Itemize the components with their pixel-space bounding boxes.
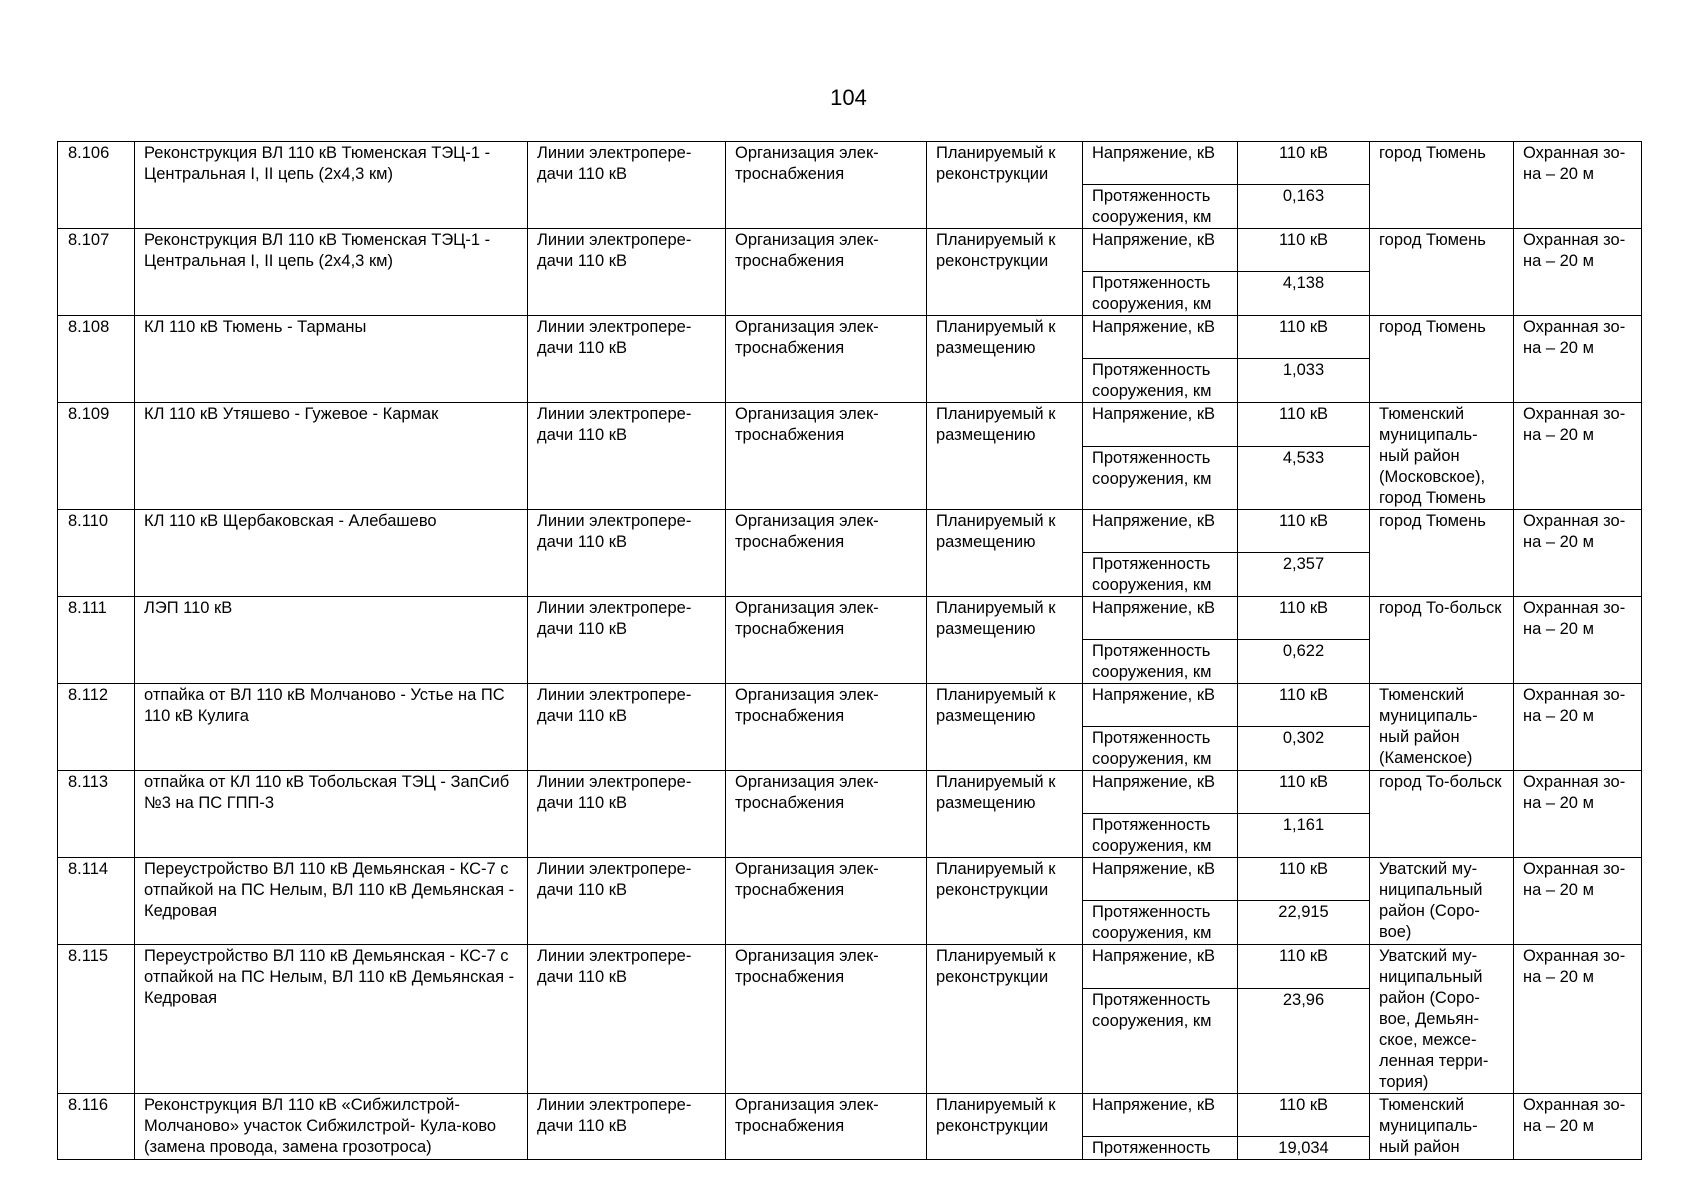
param-length-value: 4,138 [1238,272,1370,316]
register-table [57,141,1642,1160]
param-voltage-value: 110 кВ [1238,771,1370,814]
param-length-value: 23,96 [1238,988,1370,1093]
table-row [58,684,1642,727]
object-status: Планируемый к реконструкции [927,229,1083,316]
object-location: Уватский му-ниципальный район (Соро-вое, Демьян-ское, межсе-ленная терри-тория) [1370,945,1514,1094]
object-name: КЛ 110 кВ Утяшево - Гужевое - Кармак [135,403,528,510]
protection-zone: Охранная зо-на – 20 м [1514,945,1642,1094]
param-voltage-label: Напряжение, кВ [1083,403,1238,447]
row-number: 8.106 [58,142,135,229]
param-voltage-value: 110 кВ [1238,597,1370,640]
object-purpose: Организация элек-троснабжения [726,510,927,597]
object-name: Реконструкция ВЛ 110 кВ Тюменская ТЭЦ-1 - Центральная I, II цепь (2х4,3 км) [135,142,528,229]
object-name: Переустройство ВЛ 110 кВ Демьянская - КС-7 с отпайкой на ПС Нелым, ВЛ 110 кВ Демьянская - Кедровая [135,945,528,1094]
param-voltage-value: 110 кВ [1238,510,1370,553]
object-location: город То-больск [1370,597,1514,684]
object-location: Тюменский муниципаль-ный район (Каменское) [1370,684,1514,771]
object-purpose: Организация элек-троснабжения [726,771,927,858]
protection-zone: Охранная зо-на – 20 м [1514,510,1642,597]
object-status: Планируемый к реконструкции [927,1094,1083,1160]
row-number: 8.110 [58,510,135,597]
param-voltage-label: Напряжение, кВ [1083,510,1238,553]
object-location: город Тюмень [1370,316,1514,403]
table-row [58,403,1642,447]
object-purpose: Организация элек-троснабжения [726,142,927,229]
param-length-value: 2,357 [1238,553,1370,597]
object-purpose: Организация элек-троснабжения [726,858,927,945]
param-length-value: 1,033 [1238,359,1370,403]
object-status: Планируемый к реконструкции [927,858,1083,945]
page-number: 104 [830,85,867,110]
row-number: 8.107 [58,229,135,316]
param-voltage-label: Напряжение, кВ [1083,142,1238,185]
param-voltage-label: Напряжение, кВ [1083,597,1238,640]
object-location: Тюменский муниципаль-ный район (Московское), город Тюмень [1370,403,1514,510]
object-purpose: Организация элек-троснабжения [726,597,927,684]
object-status: Планируемый к реконструкции [927,142,1083,229]
param-voltage-value: 110 кВ [1238,684,1370,727]
protection-zone: Охранная зо-на – 20 м [1514,142,1642,229]
table-row [58,597,1642,640]
table-row [58,945,1642,989]
param-length-label: Протяженность сооружения, км [1083,446,1238,509]
object-type: Линии электропере-дачи 110 кВ [528,229,726,316]
param-length-value: 1,161 [1238,814,1370,858]
object-location: город То-больск [1370,771,1514,858]
object-status: Планируемый к размещению [927,771,1083,858]
param-length-label: Протяженность сооружения, км [1083,814,1238,858]
param-voltage-label: Напряжение, кВ [1083,1094,1238,1137]
object-purpose: Организация элек-троснабжения [726,1094,927,1160]
param-voltage-value: 110 кВ [1238,858,1370,901]
param-length-label: Протяженность [1083,1137,1238,1160]
param-length-label: Протяженность сооружения, км [1083,988,1238,1093]
register-table-body [58,142,1642,1160]
table-row [58,1094,1642,1137]
protection-zone: Охранная зо-на – 20 м [1514,771,1642,858]
object-name: Переустройство ВЛ 110 кВ Демьянская - КС-7 с отпайкой на ПС Нелым, ВЛ 110 кВ Демьянская - Кедровая [135,858,528,945]
param-voltage-value: 110 кВ [1238,403,1370,447]
object-status: Планируемый к размещению [927,403,1083,510]
param-length-label: Протяженность сооружения, км [1083,727,1238,771]
object-type: Линии электропере-дачи 110 кВ [528,1094,726,1160]
object-purpose: Организация элек-троснабжения [726,229,927,316]
object-name: Реконструкция ВЛ 110 кВ Тюменская ТЭЦ-1 - Центральная I, II цепь (2х4,3 км) [135,229,528,316]
param-voltage-label: Напряжение, кВ [1083,684,1238,727]
protection-zone: Охранная зо-на – 20 м [1514,403,1642,510]
object-name: отпайка от КЛ 110 кВ Тобольская ТЭЦ - ЗапСиб №3 на ПС ГПП-3 [135,771,528,858]
row-number: 8.116 [58,1094,135,1160]
param-length-label: Протяженность сооружения, км [1083,640,1238,684]
param-length-label: Протяженность сооружения, км [1083,185,1238,229]
object-type: Линии электропере-дачи 110 кВ [528,142,726,229]
row-number: 8.113 [58,771,135,858]
object-name: Реконструкция ВЛ 110 кВ «Сибжилстрой-Молчаново» участок Сибжилстрой- Кула-ково (замена провода, замена грозотроса) [135,1094,528,1160]
object-location: город Тюмень [1370,142,1514,229]
param-voltage-value: 110 кВ [1238,142,1370,185]
param-voltage-label: Напряжение, кВ [1083,858,1238,901]
object-status: Планируемый к размещению [927,684,1083,771]
param-length-value: 0,622 [1238,640,1370,684]
protection-zone: Охранная зо-на – 20 м [1514,684,1642,771]
object-purpose: Организация элек-троснабжения [726,316,927,403]
protection-zone: Охранная зо-на – 20 м [1514,316,1642,403]
param-length-label: Протяженность сооружения, км [1083,901,1238,945]
param-length-value: 0,302 [1238,727,1370,771]
table-row [58,510,1642,553]
protection-zone: Охранная зо-на – 20 м [1514,597,1642,684]
object-location: город Тюмень [1370,510,1514,597]
object-type: Линии электропере-дачи 110 кВ [528,597,726,684]
param-length-value: 19,034 [1238,1137,1370,1160]
param-length-value: 4,533 [1238,446,1370,509]
table-row [58,316,1642,359]
param-length-label: Протяженность сооружения, км [1083,359,1238,403]
table-row [58,771,1642,814]
object-purpose: Организация элек-троснабжения [726,945,927,1094]
object-purpose: Организация элек-троснабжения [726,684,927,771]
param-length-value: 22,915 [1238,901,1370,945]
object-purpose: Организация элек-троснабжения [726,403,927,510]
object-type: Линии электропере-дачи 110 кВ [528,945,726,1094]
row-number: 8.111 [58,597,135,684]
object-type: Линии электропере-дачи 110 кВ [528,771,726,858]
row-number: 8.112 [58,684,135,771]
protection-zone: Охранная зо-на – 20 м [1514,1094,1642,1160]
object-type: Линии электропере-дачи 110 кВ [528,510,726,597]
object-status: Планируемый к размещению [927,510,1083,597]
table-row [58,858,1642,901]
param-voltage-value: 110 кВ [1238,1094,1370,1137]
object-status: Планируемый к размещению [927,316,1083,403]
table-row [58,229,1642,272]
object-name: КЛ 110 кВ Тюмень - Тарманы [135,316,528,403]
object-name: КЛ 110 кВ Щербаковская - Алебашево [135,510,528,597]
param-voltage-label: Напряжение, кВ [1083,945,1238,989]
protection-zone: Охранная зо-на – 20 м [1514,229,1642,316]
object-name: ЛЭП 110 кВ [135,597,528,684]
table-row [58,142,1642,185]
param-voltage-label: Напряжение, кВ [1083,229,1238,272]
param-length-value: 0,163 [1238,185,1370,229]
object-status: Планируемый к размещению [927,597,1083,684]
row-number: 8.108 [58,316,135,403]
object-status: Планируемый к реконструкции [927,945,1083,1094]
protection-zone: Охранная зо-на – 20 м [1514,858,1642,945]
object-location: Тюменский муниципаль-ный район [1370,1094,1514,1160]
row-number: 8.115 [58,945,135,1094]
row-number: 8.114 [58,858,135,945]
param-voltage-value: 110 кВ [1238,316,1370,359]
param-voltage-value: 110 кВ [1238,229,1370,272]
param-voltage-value: 110 кВ [1238,945,1370,989]
object-location: город Тюмень [1370,229,1514,316]
object-type: Линии электропере-дачи 110 кВ [528,858,726,945]
param-length-label: Протяженность сооружения, км [1083,272,1238,316]
row-number: 8.109 [58,403,135,510]
object-type: Линии электропере-дачи 110 кВ [528,684,726,771]
object-location: Уватский му-ниципальный район (Соро-вое) [1370,858,1514,945]
object-name: отпайка от ВЛ 110 кВ Молчаново - Устье на ПС 110 кВ Кулига [135,684,528,771]
object-type: Линии электропере-дачи 110 кВ [528,316,726,403]
param-voltage-label: Напряжение, кВ [1083,771,1238,814]
object-type: Линии электропере-дачи 110 кВ [528,403,726,510]
param-voltage-label: Напряжение, кВ [1083,316,1238,359]
param-length-label: Протяженность сооружения, км [1083,553,1238,597]
